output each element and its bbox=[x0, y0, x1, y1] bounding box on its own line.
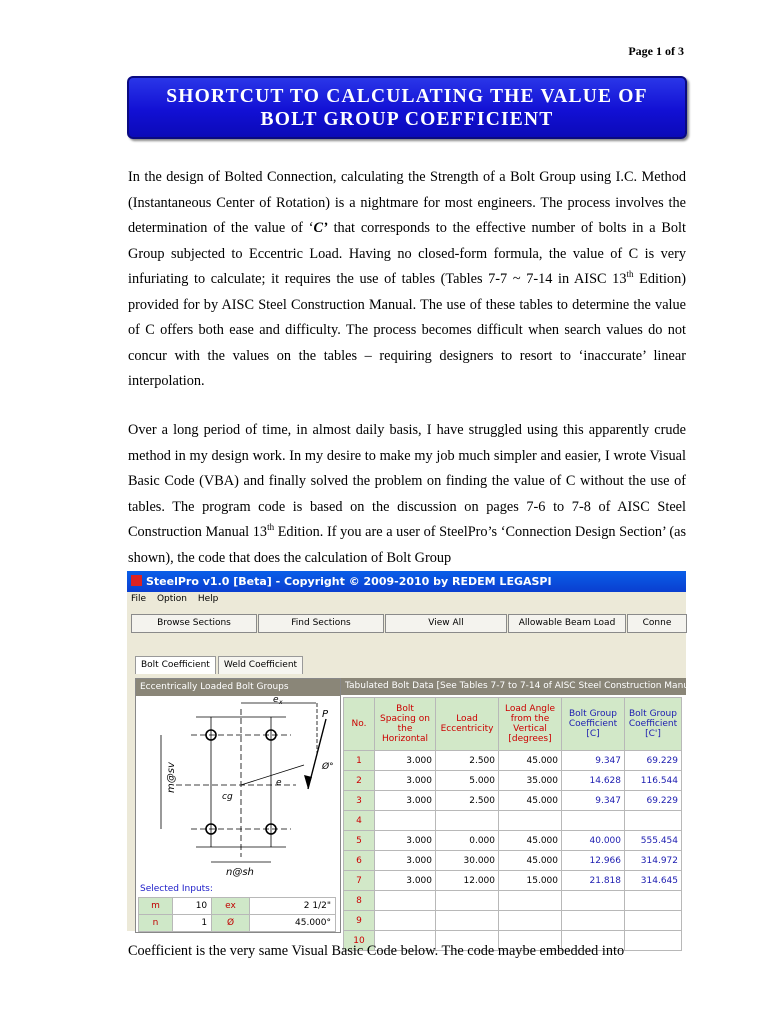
input-value[interactable]: 10 bbox=[173, 898, 212, 915]
grid-cell[interactable]: 12.966 bbox=[562, 851, 625, 871]
para2-text-b: Edition. If you are a user of SteelPro’s ‘Connection Design Section’ (as shown), the code that does the calculation of Bolt Group bbox=[128, 524, 687, 566]
col-header: Bolt Group Coefficient [C'] bbox=[625, 698, 682, 751]
grid-cell[interactable]: 3.000 bbox=[375, 751, 436, 771]
label-ex: e bbox=[273, 695, 279, 705]
grid-cell[interactable]: 555.454 bbox=[625, 831, 682, 851]
table-row bbox=[344, 851, 682, 871]
grid-cell[interactable]: 9.347 bbox=[562, 751, 625, 771]
left-panel-header: Eccentrically Loaded Bolt Groups bbox=[136, 679, 340, 696]
row-number[interactable]: 5 bbox=[344, 831, 375, 851]
grid-cell[interactable] bbox=[436, 911, 499, 931]
para1-sup: th bbox=[626, 269, 634, 280]
bolt-group-panel bbox=[135, 678, 341, 933]
input-value[interactable]: 1 bbox=[173, 915, 212, 932]
table-row bbox=[344, 831, 682, 851]
grid-cell[interactable]: 3.000 bbox=[375, 771, 436, 791]
table-row bbox=[344, 751, 682, 771]
table-row bbox=[344, 891, 682, 911]
table-row bbox=[344, 811, 682, 831]
table-row bbox=[344, 871, 682, 891]
grid-cell[interactable]: 69.229 bbox=[625, 791, 682, 811]
bolt-data-panel bbox=[341, 678, 695, 946]
row-number[interactable]: 1 bbox=[344, 751, 375, 771]
window-title: SteelPro v1.0 [Beta] - Copyright © 2009-2010 by REDEM LEGASPI bbox=[146, 575, 552, 588]
connection-design-button[interactable]: Conne bbox=[627, 614, 687, 633]
grid-cell[interactable]: 3.000 bbox=[375, 831, 436, 851]
grid-cell[interactable]: 2.500 bbox=[436, 751, 499, 771]
grid-cell[interactable] bbox=[562, 811, 625, 831]
grid-cell[interactable] bbox=[562, 891, 625, 911]
col-header: Load Eccentricity bbox=[436, 698, 499, 751]
col-header: Bolt Spacing on the Horizontal bbox=[375, 698, 436, 751]
col-header: Load Angle from the Vertical [degrees] bbox=[499, 698, 562, 751]
inputs-row bbox=[139, 915, 336, 932]
grid-cell[interactable]: 314.645 bbox=[625, 871, 682, 891]
row-number[interactable]: 10 bbox=[344, 931, 375, 951]
grid-cell[interactable]: 3.000 bbox=[375, 791, 436, 811]
grid-cell[interactable]: 0.000 bbox=[436, 831, 499, 851]
grid-cell[interactable]: 30.000 bbox=[436, 851, 499, 871]
row-number[interactable]: 3 bbox=[344, 791, 375, 811]
menu-help[interactable]: Help bbox=[197, 594, 219, 604]
grid-cell[interactable] bbox=[375, 811, 436, 831]
toolbar bbox=[131, 614, 688, 633]
table-row bbox=[344, 771, 682, 791]
grid-cell[interactable] bbox=[562, 911, 625, 931]
selected-inputs-label: Selected Inputs: bbox=[140, 884, 213, 894]
para2-sup: th bbox=[267, 522, 275, 533]
load-arrowhead bbox=[304, 775, 312, 789]
grid-cell[interactable]: 2.500 bbox=[436, 791, 499, 811]
find-sections-button[interactable]: Find Sections bbox=[258, 614, 384, 633]
row-number[interactable]: 2 bbox=[344, 771, 375, 791]
paragraph-2 bbox=[128, 418, 686, 571]
grid-cell[interactable]: 45.000 bbox=[499, 791, 562, 811]
label-msv: m@sv bbox=[166, 762, 177, 793]
row-number[interactable]: 4 bbox=[344, 811, 375, 831]
grid-cell[interactable]: 3.000 bbox=[375, 851, 436, 871]
steelpro-screenshot bbox=[127, 571, 695, 946]
grid-cell[interactable] bbox=[375, 911, 436, 931]
label-p: P bbox=[322, 709, 329, 720]
grid-cell[interactable]: 45.000 bbox=[499, 851, 562, 871]
inputs-table bbox=[138, 897, 336, 932]
paragraph-3: Coefficient is the very same Visual Basic Code below. The code maybe embedded into bbox=[128, 943, 625, 959]
para2-text-a: Over a long period of time, in almost daily basis, I have struggled using this apparently crude method in my design work. In my desire to make my job much simpler and easier, I wrote Visual Basic Code (VBA) and finally solved the problem on finding the value of C without the use of tables. The program code is based on the discussion on pages 7-6 to 7-8 of AISC Steel Construction Manual 13 bbox=[128, 422, 686, 540]
grid-cell[interactable]: 9.347 bbox=[562, 791, 625, 811]
page-number: Page 1 of 3 bbox=[628, 44, 684, 58]
grid-cell[interactable] bbox=[625, 811, 682, 831]
grid-cell[interactable] bbox=[625, 891, 682, 911]
label-nsh: n@sh bbox=[226, 867, 254, 878]
grid-cell[interactable]: 14.628 bbox=[562, 771, 625, 791]
label-ex-sub: x bbox=[279, 699, 283, 706]
grid-cell[interactable]: 35.000 bbox=[499, 771, 562, 791]
grid-cell[interactable] bbox=[499, 911, 562, 931]
input-key: ex bbox=[212, 898, 250, 915]
right-panel-header: Tabulated Bolt Data [See Tables 7-7 to 7-14 of AISC Steel Construction Manua bbox=[341, 678, 686, 695]
input-value[interactable]: 45.000° bbox=[249, 915, 335, 932]
input-key: Ø bbox=[212, 915, 250, 932]
grid-cell[interactable] bbox=[499, 891, 562, 911]
grid-cell[interactable]: 3.000 bbox=[375, 871, 436, 891]
grid-cell[interactable] bbox=[499, 811, 562, 831]
title-line-2: BOLT GROUP COEFFICIENT bbox=[260, 109, 554, 130]
para1-c-symbol: C’ bbox=[313, 220, 328, 236]
grid-cell[interactable] bbox=[375, 891, 436, 911]
input-key: m bbox=[139, 898, 173, 915]
grid-cell[interactable]: 45.000 bbox=[499, 751, 562, 771]
tab-weld-coefficient[interactable]: Weld Coefficient bbox=[218, 656, 303, 674]
grid-cell[interactable]: 69.229 bbox=[625, 751, 682, 771]
grid-cell[interactable]: 116.544 bbox=[625, 771, 682, 791]
row-number[interactable]: 8 bbox=[344, 891, 375, 911]
allowable-beam-load-button[interactable]: Allowable Beam Load bbox=[508, 614, 626, 633]
col-header: Bolt Group Coefficient [C] bbox=[562, 698, 625, 751]
grid-cell[interactable]: 15.000 bbox=[499, 871, 562, 891]
grid-cell[interactable] bbox=[436, 811, 499, 831]
browse-sections-button[interactable]: Browse Sections bbox=[131, 614, 257, 633]
tab-strip bbox=[135, 656, 305, 674]
label-theta: Ø° bbox=[322, 762, 334, 772]
input-value[interactable]: 2 1/2" bbox=[249, 898, 335, 915]
input-key: n bbox=[139, 915, 173, 932]
grid-cell[interactable]: 21.818 bbox=[562, 871, 625, 891]
bolt-data-grid bbox=[343, 697, 682, 951]
table-row bbox=[344, 911, 682, 931]
table-row bbox=[344, 791, 682, 811]
eccentricity-line bbox=[241, 765, 304, 785]
para1-text-b: that corresponds to the effective number of bolts in a Bolt Group subjected to Eccentric Load. Having no closed-form formula, the value of C is very infuriating to calculate; it requires the use of tables (Tables 7-7 ~ 7-14 in AISC 13 bbox=[128, 220, 686, 287]
grid-cell[interactable]: 45.000 bbox=[499, 831, 562, 851]
menu-file[interactable]: File bbox=[131, 594, 147, 604]
title-line-1: SHORTCUT TO CALCULATING THE VALUE OF bbox=[166, 86, 648, 107]
grid-cell[interactable] bbox=[436, 891, 499, 911]
window-titlebar bbox=[127, 571, 686, 592]
col-header: No. bbox=[344, 698, 375, 751]
grid-cell[interactable]: 5.000 bbox=[436, 771, 499, 791]
row-number[interactable]: 6 bbox=[344, 851, 375, 871]
row-number[interactable]: 7 bbox=[344, 871, 375, 891]
para1-text-d: Edition) provided for by AISC Steel Construction Manual. The use of these tables to determine the value of C offers both ease and difficulty. The process becomes difficult when search values do not concur with the values on the tables – requiring designers to resort to ‘inaccurate’ linear interpolation. bbox=[128, 271, 686, 389]
menu-bar bbox=[127, 592, 686, 607]
grid-cell[interactable]: 12.000 bbox=[436, 871, 499, 891]
view-all-button[interactable]: View All bbox=[385, 614, 507, 633]
para1-text-a: In the design of Bolted Connection, calculating the Strength of a Bolt Group using I.C. Method (Instantaneous Center of Rotation) is a nightmare for most engineers. The process involves the determination of the value of ‘ bbox=[128, 169, 686, 236]
grid-cell[interactable] bbox=[625, 911, 682, 931]
inputs-row bbox=[139, 898, 336, 915]
grid-cell[interactable]: 314.972 bbox=[625, 851, 682, 871]
title-banner bbox=[127, 76, 687, 139]
bolt-group-diagram bbox=[136, 697, 340, 883]
grid-cell[interactable]: 40.000 bbox=[562, 831, 625, 851]
menu-option[interactable]: Option bbox=[156, 594, 187, 604]
label-cg: cg bbox=[222, 792, 233, 802]
paragraph-1 bbox=[128, 165, 686, 395]
label-e: e bbox=[276, 778, 282, 788]
app-icon bbox=[131, 575, 142, 586]
row-number[interactable]: 9 bbox=[344, 911, 375, 931]
tab-bolt-coefficient[interactable]: Bolt Coefficient bbox=[135, 656, 216, 674]
